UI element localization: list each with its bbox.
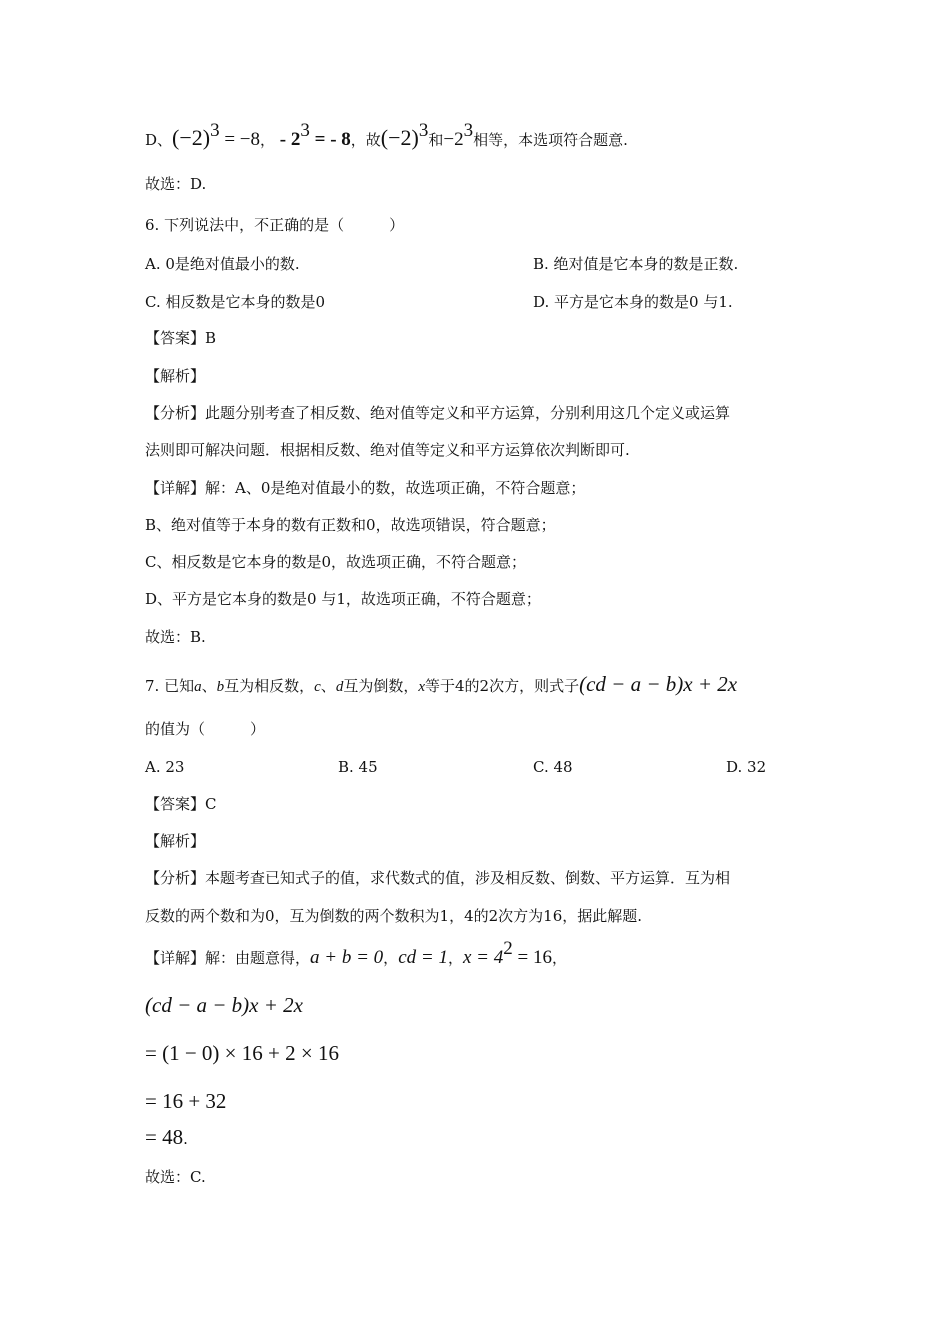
math-exponent: 3 bbox=[210, 120, 220, 141]
math-expr: = −8 bbox=[219, 129, 261, 150]
q6-option-b: B. 绝对值是它本身的数是正数. bbox=[533, 255, 739, 273]
math-expr: (−2) bbox=[172, 125, 211, 150]
q6-answer: 【答案】B bbox=[145, 329, 217, 347]
q6-option-c: C. 相反数是它本身的数是0 bbox=[145, 293, 326, 311]
math-exponent: 3 bbox=[300, 120, 310, 141]
math-exponent: 2 bbox=[503, 938, 513, 959]
q7-option-b: B. 45 bbox=[338, 758, 378, 776]
math-expr: a + b = 0 bbox=[310, 947, 384, 968]
text: 【详解】解：由题意得， bbox=[145, 949, 311, 967]
q6-detail-line2: B、绝对值等于本身的数有正数和0，故选项错误，符合题意； bbox=[145, 516, 556, 534]
q5-option-d-explanation bbox=[145, 120, 628, 150]
q7-analysis-line2: 反数的两个数和为0，互为倒数的两个数积为1，4的2次方为16，据此解题. bbox=[145, 907, 643, 925]
text: ，故 bbox=[350, 131, 381, 149]
q6-choice: 故选：B. bbox=[145, 628, 206, 646]
math-expr: - 2 bbox=[275, 129, 301, 150]
math-var: b bbox=[216, 679, 225, 695]
q7-answer: 【答案】C bbox=[145, 795, 217, 813]
math-expr: x = 4 bbox=[462, 947, 504, 968]
q7-step2: = (1 − 0) × 16 + 2 × 16 bbox=[145, 1041, 339, 1065]
q7-analysis-line1: 【分析】本题考查已知式子的值，求代数式的值，涉及相反数、倒数、平方运算．互为相 bbox=[145, 869, 731, 887]
q6-option-a: A. 0是绝对值最小的数. bbox=[145, 255, 300, 273]
punct: . bbox=[183, 1130, 188, 1148]
q7-step1: (cd − a − b)x + 2x bbox=[145, 993, 303, 1017]
punct: ， bbox=[383, 949, 399, 967]
q6-analysis-line2: 法则即可解决问题．根据相反数、绝对值等定义和平方运算依次判断即可. bbox=[145, 441, 630, 459]
q6-detail-line3: C、相反数是它本身的数是0，故选项正确，不符合题意； bbox=[145, 553, 527, 571]
q6-stem: 6. 下列说法中，不正确的是（ ） bbox=[145, 216, 405, 234]
punct: ， bbox=[260, 131, 276, 149]
math-expr: −2 bbox=[443, 129, 464, 150]
q6-analysis-line1: 【分析】此题分别考查了相反数、绝对值等定义和平方运算，分别利用这几个定义或运算 bbox=[145, 404, 731, 422]
q7-choice: 故选：C. bbox=[145, 1168, 206, 1186]
punct: ， bbox=[447, 949, 463, 967]
text: 相等，本选项符合题意. bbox=[473, 131, 628, 149]
math-expr: (cd − a − b)x + 2x bbox=[579, 672, 738, 696]
q7-stem-line2: 的值为（ ） bbox=[145, 720, 266, 738]
q6-detail-line4: D、平方是它本身的数是0 与1，故选项正确，不符合题意； bbox=[145, 590, 541, 608]
q7-analysis-title: 【解析】 bbox=[145, 832, 206, 850]
q7-detail-line bbox=[145, 938, 567, 968]
q6-analysis-title: 【解析】 bbox=[145, 367, 206, 385]
text: 等于4的2次方，则式子 bbox=[425, 677, 580, 695]
q7-stem-line1 bbox=[145, 674, 737, 697]
math-expr: = 16 bbox=[512, 947, 552, 968]
math-exponent: 3 bbox=[418, 120, 429, 141]
text: 互为倒数， bbox=[343, 677, 419, 695]
q6-detail-line1: 【详解】解：A、0是绝对值最小的数，故选项正确，不符合题意； bbox=[145, 479, 586, 497]
math-var: d bbox=[335, 679, 344, 695]
q5-d-prefix: D、 bbox=[145, 131, 173, 149]
punct: 、 bbox=[320, 677, 336, 695]
math-expr: cd = 1 bbox=[398, 947, 448, 968]
punct: 、 bbox=[201, 677, 217, 695]
math-expr: = 48 bbox=[145, 1125, 184, 1149]
math-var: c bbox=[314, 679, 321, 695]
math-var: a bbox=[194, 679, 202, 695]
q7-step4 bbox=[145, 1127, 188, 1149]
q7-option-a: A. 23 bbox=[145, 758, 185, 776]
q6-option-d: D. 平方是它本身的数是0 与1. bbox=[533, 293, 733, 311]
math-expr: = - 8 bbox=[309, 129, 351, 150]
punct: ， bbox=[551, 949, 567, 967]
q5-choice: 故选：D. bbox=[145, 175, 207, 193]
q7-step3: = 16 + 32 bbox=[145, 1089, 227, 1113]
q7-option-d: D. 32 bbox=[726, 758, 767, 776]
text: 互为相反数， bbox=[224, 677, 315, 695]
math-var: x bbox=[418, 679, 425, 695]
text: 和 bbox=[428, 131, 444, 149]
text: 7. 已知 bbox=[145, 677, 195, 695]
q7-option-c: C. 48 bbox=[533, 758, 573, 776]
math-expr: (−2) bbox=[380, 125, 419, 150]
math-exponent: 3 bbox=[463, 120, 474, 141]
